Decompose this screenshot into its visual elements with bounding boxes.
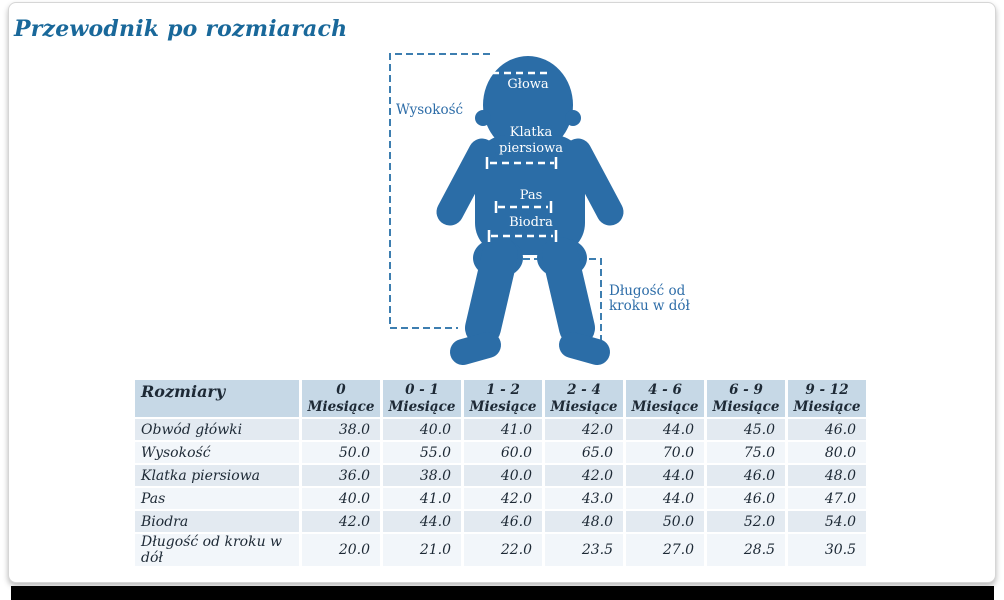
chest-label-line2: piersiowa	[499, 141, 563, 156]
cell: 44.0	[626, 488, 704, 509]
cell: 23.5	[545, 534, 623, 566]
col-unit: Miesiące	[388, 399, 456, 415]
cell: 28.5	[707, 534, 785, 566]
col-header-1	[383, 380, 461, 417]
cell: 20.0	[302, 534, 380, 566]
cell: 36.0	[302, 465, 380, 486]
row-label: Obwód główki	[135, 419, 299, 440]
baby-ear-left	[475, 110, 491, 126]
cell: 42.0	[302, 511, 380, 532]
cell: 42.0	[464, 488, 542, 509]
cell: 42.0	[545, 465, 623, 486]
row-label: Pas	[135, 488, 299, 509]
waist-label: Pas	[519, 188, 543, 203]
inseam-label-line2: kroku w dół	[609, 298, 690, 314]
cell: 44.0	[383, 511, 461, 532]
baby-leg-right	[560, 255, 577, 328]
col-range: 0	[336, 382, 346, 398]
hips-label: Biodra	[509, 215, 553, 230]
cell: 40.0	[464, 465, 542, 486]
cell: 47.0	[788, 488, 866, 509]
cell: 48.0	[545, 511, 623, 532]
row-label: Klatka piersiowa	[135, 465, 299, 486]
col-range: 0 - 1	[405, 382, 439, 398]
size-table	[132, 378, 869, 568]
col-header-0	[302, 380, 380, 417]
height-label: Wysokość	[396, 102, 464, 118]
cell: 55.0	[383, 442, 461, 463]
baby-foot-right	[572, 345, 597, 352]
cell: 41.0	[464, 419, 542, 440]
col-unit: Miesiące	[712, 399, 780, 415]
cell: 21.0	[383, 534, 461, 566]
cell: 40.0	[302, 488, 380, 509]
col-unit: Miesiące	[793, 399, 861, 415]
cell: 50.0	[626, 511, 704, 532]
col-unit: Miesiące	[307, 399, 375, 415]
col-range: 9 - 12	[805, 382, 849, 398]
cell: 46.0	[707, 488, 785, 509]
chest-label-line1: Klatka	[509, 125, 553, 140]
cell: 38.0	[302, 419, 380, 440]
cell: 42.0	[545, 419, 623, 440]
cell: 43.0	[545, 488, 623, 509]
table-row-chest	[135, 465, 866, 486]
table-row-inseam	[135, 534, 866, 566]
table-corner-header: Rozmiary	[135, 380, 299, 417]
cell: 75.0	[707, 442, 785, 463]
cell: 22.0	[464, 534, 542, 566]
bottom-bar	[11, 586, 994, 600]
size-table-header-row	[135, 380, 866, 417]
cell: 45.0	[707, 419, 785, 440]
table-row-height	[135, 442, 866, 463]
row-label: Długość od kroku w dół	[135, 534, 299, 566]
cell: 54.0	[788, 511, 866, 532]
cell: 50.0	[302, 442, 380, 463]
baby-ear-right	[565, 110, 581, 126]
cell: 46.0	[707, 465, 785, 486]
cell: 44.0	[626, 465, 704, 486]
baby-silhouette-icon	[450, 56, 610, 352]
cell: 60.0	[464, 442, 542, 463]
cell: 46.0	[464, 511, 542, 532]
page-title: Przewodnik po rozmiarach	[14, 16, 348, 42]
col-header-5	[707, 380, 785, 417]
col-header-4	[626, 380, 704, 417]
col-unit: Miesiące	[469, 399, 537, 415]
baby-foot-left	[463, 345, 488, 352]
col-header-3	[545, 380, 623, 417]
cell: 46.0	[788, 419, 866, 440]
baby-leg-left	[483, 255, 500, 328]
cell: 27.0	[626, 534, 704, 566]
cell: 70.0	[626, 442, 704, 463]
cell: 48.0	[788, 465, 866, 486]
table-row-hips	[135, 511, 866, 532]
cell: 30.5	[788, 534, 866, 566]
inseam-label-line1: Długość od	[609, 283, 686, 299]
col-header-2	[464, 380, 542, 417]
col-range: 1 - 2	[486, 382, 520, 398]
cell: 52.0	[707, 511, 785, 532]
chest-label	[471, 125, 591, 157]
col-header-6	[788, 380, 866, 417]
col-range: 4 - 6	[648, 382, 682, 398]
table-row-head-circumference	[135, 419, 866, 440]
cell: 44.0	[626, 419, 704, 440]
inseam-label	[609, 284, 690, 314]
cell: 41.0	[383, 488, 461, 509]
cell: 38.0	[383, 465, 461, 486]
row-label: Wysokość	[135, 442, 299, 463]
head-label: Głowa	[507, 77, 549, 92]
col-unit: Miesiące	[550, 399, 618, 415]
cell: 65.0	[545, 442, 623, 463]
row-label: Biodra	[135, 511, 299, 532]
col-range: 6 - 9	[729, 382, 763, 398]
table-row-waist	[135, 488, 866, 509]
cell: 40.0	[383, 419, 461, 440]
cell: 80.0	[788, 442, 866, 463]
col-range: 2 - 4	[567, 382, 601, 398]
col-unit: Miesiące	[631, 399, 699, 415]
